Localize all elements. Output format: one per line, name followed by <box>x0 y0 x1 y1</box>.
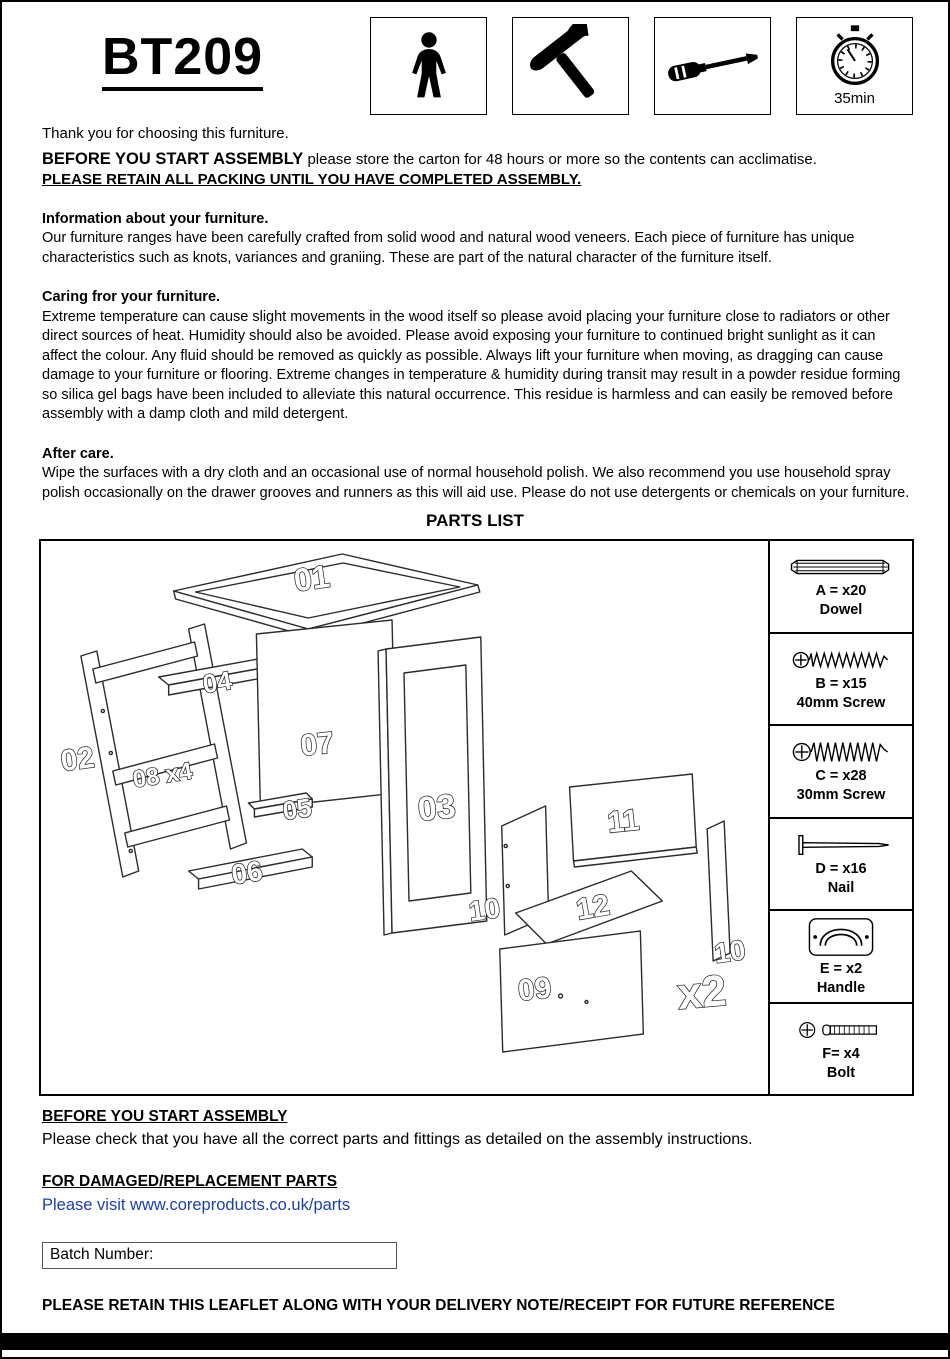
exploded-diagram-area <box>41 541 768 1094</box>
hammer-icon-box <box>512 17 629 115</box>
bolt-icon <box>788 1016 894 1044</box>
section-body-caring: Extreme temperature can cause slight movements in the wood itself so please avoid placing your furniture close to radiators or other direct sources of heat. Humidity should also be avoided. Please avoid exposing your furniture to continued bright sunlight as it can affect the colour. Any fluid should be removed as quickly as possible. Always lift your furniture when moving, as dragging can cause damage to your furniture or flooring. Extreme changes in temperature & humidity during transit may result in a powder residue forming so silica gel bags have been included to alleviate this natural occurrence. This residue is harmless and can easily be removed before assembly with a damp cloth and mild detergent. <box>42 308 901 422</box>
label-10b: 10 <box>712 934 748 970</box>
fitting-name: Handle <box>816 980 866 997</box>
handle-icon <box>788 915 894 959</box>
label-01: 01 <box>291 557 332 599</box>
before-assembly-text: please store the carton for 48 hours or more so the contents can acclimatise. <box>303 150 817 168</box>
section-heading-caring: Caring fror your furniture. <box>42 289 221 305</box>
footer-before-body: Please check that you have all the correct parts and fittings as detailed on the assembly instructions. <box>42 1131 753 1148</box>
part-07-panel <box>256 620 396 808</box>
dowel-icon <box>788 553 894 581</box>
parts-list-box <box>39 539 914 1096</box>
thanks-line: Thank you for choosing this furniture. <box>42 125 289 142</box>
parts-list-heading: PARTS LIST <box>426 511 524 530</box>
screwdriver-icon-box <box>654 17 771 115</box>
fitting-row-dowel <box>770 541 912 634</box>
label-03: 03 <box>416 787 458 829</box>
fitting-row-handle <box>770 911 912 1004</box>
section-body-information: Our furniture ranges have been carefully crafted from solid wood and natural wood veneers. Each piece of furniture has unique characteristics such as knots, variances and graniing. These are part of the natural character of the furniture itself. <box>42 230 855 266</box>
timer-icon-box <box>796 17 913 115</box>
screw-icon <box>788 646 894 674</box>
label-11: 11 <box>605 803 641 840</box>
label-05: 05 <box>280 792 314 826</box>
section-heading-information: Information about your furniture. <box>42 210 269 227</box>
fitting-row-40mm-screw <box>770 634 912 727</box>
label-08: 08 x4 <box>130 757 195 794</box>
screwdriver-icon <box>662 33 764 99</box>
footer-before-heading: BEFORE YOU START ASSEMBLY <box>42 1108 288 1125</box>
fitting-code: A = x20 <box>815 583 867 600</box>
label-04: 04 <box>200 665 234 700</box>
nail-icon <box>788 831 894 859</box>
fitting-code: F= x4 <box>822 1045 860 1062</box>
batch-number-field[interactable] <box>42 1242 397 1269</box>
person-icon <box>406 29 452 103</box>
fitting-name: Dowel <box>819 602 863 619</box>
label-09: 09 <box>516 971 553 1008</box>
retain-leaflet-notice: PLEASE RETAIN THIS LEAFLET ALONG WITH YOUR DELIVERY NOTE/RECEIPT FOR FUTURE REFERENCE <box>42 1297 835 1314</box>
part-02-side-frame <box>81 624 247 877</box>
label-x2: x2 <box>675 965 729 1020</box>
care-instructions <box>42 124 910 503</box>
screw-icon <box>788 738 894 766</box>
fitting-code: B = x15 <box>815 675 867 692</box>
parts-link[interactable]: Please visit www.coreproducts.co.uk/parts <box>42 1196 351 1214</box>
header-icon-row <box>370 17 913 115</box>
footer <box>42 1108 910 1331</box>
batch-number-label: Batch Number: <box>50 1246 154 1263</box>
fittings-column <box>768 541 912 1094</box>
footer-damaged-heading: FOR DAMAGED/REPLACEMENT PARTS <box>42 1173 338 1190</box>
exploded-diagram <box>41 541 768 1094</box>
fitting-name: 30mm Screw <box>796 787 886 804</box>
fitting-name: Nail <box>827 879 855 896</box>
fitting-row-30mm-screw <box>770 726 912 819</box>
retain-packing-line: PLEASE RETAIN ALL PACKING UNTIL YOU HAVE COMPLETED ASSEMBLY. <box>42 171 582 188</box>
fitting-code: D = x16 <box>815 860 867 877</box>
hammer-icon <box>523 24 619 108</box>
label-06: 06 <box>229 854 265 891</box>
before-assembly-heading: BEFORE YOU START ASSEMBLY <box>42 149 304 168</box>
fitting-name: 40mm Screw <box>796 694 886 711</box>
section-heading-aftercare: After care. <box>42 445 114 462</box>
label-02: 02 <box>58 740 97 779</box>
before-assembly-line <box>42 150 910 170</box>
person-icon-box <box>370 17 487 115</box>
part-03-side-frame <box>378 637 487 935</box>
label-10a: 10 <box>466 892 502 928</box>
fitting-name: Bolt <box>826 1064 856 1081</box>
fitting-row-nail <box>770 819 912 912</box>
assembly-time: 35min <box>834 90 875 107</box>
section-body-aftercare: Wipe the surfaces with a dry cloth and an occasional use of normal household polish. We also recommend you use household spray polish occasionally on the drawer grooves and runners as this will aid use. Please do not use detergents or chemicals on your furniture. <box>42 465 910 501</box>
stopwatch-icon <box>826 23 884 89</box>
footer-bar <box>2 1333 948 1350</box>
label-12: 12 <box>573 888 613 927</box>
product-code: BT209 <box>102 30 263 91</box>
fitting-code: E = x2 <box>819 961 863 978</box>
fitting-row-bolt <box>770 1004 912 1095</box>
label-07: 07 <box>298 726 336 763</box>
fitting-code: C = x28 <box>815 768 867 785</box>
